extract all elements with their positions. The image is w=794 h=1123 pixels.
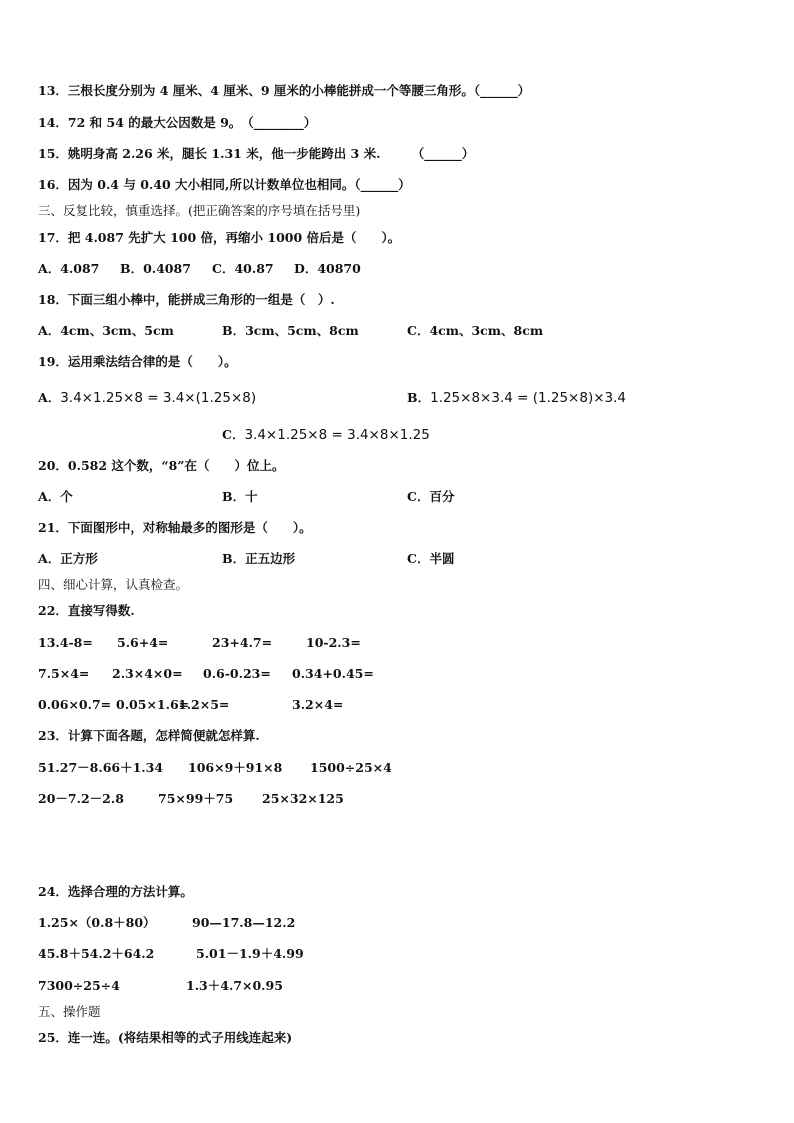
q19-option-c xyxy=(222,427,430,443)
q24-item: 1.3＋4.7×0.95 xyxy=(186,978,283,993)
q22-item: 1.2×5= xyxy=(178,697,230,712)
q22-item: 0.6-0.23= xyxy=(203,666,271,681)
q19-option-a xyxy=(38,390,256,406)
q19-option-b-expr: 1.25×8×3.4 = (1.25×8)×3.4 xyxy=(430,390,626,406)
q22-item: 10-2.3= xyxy=(306,635,361,650)
question-17: 17．把 4.087 先扩大 100 倍，再缩小 1000 倍后是（ ）。 xyxy=(38,230,401,245)
question-18: 18．下面三组小棒中，能拼成三角形的一组是（ ）. xyxy=(38,292,335,307)
q23-item: 75×99＋75 xyxy=(158,791,234,806)
q19-option-c-expr: 3.4×1.25×8 = 3.4×8×1.25 xyxy=(244,427,430,443)
q19-option-b xyxy=(407,390,626,406)
q17-option-c: C．40.87 xyxy=(212,261,274,276)
question-20: 20．0.582 这个数，“8”在（ ）位上。 xyxy=(38,458,285,473)
q23-item: 106×9＋91×8 xyxy=(188,760,283,775)
q21-option-b: B．正五边形 xyxy=(222,551,296,566)
question-23: 23．计算下面各题，怎样简便就怎样算. xyxy=(38,728,260,743)
section-5-heading: 五、操作题 xyxy=(38,1004,101,1019)
q23-item: 20－7.2－2.8 xyxy=(38,791,124,806)
q22-item: 0.34+0.45= xyxy=(292,666,374,681)
q19-option-b-label: B． xyxy=(407,390,431,405)
q19-option-a-label: A． xyxy=(38,390,61,405)
q17-option-d: D．40870 xyxy=(294,261,361,276)
question-19: 19．运用乘法结合律的是（ ）。 xyxy=(38,354,237,369)
q22-item: 7.5×4= xyxy=(38,666,90,681)
q17-option-a: A．4.087 xyxy=(38,261,100,276)
q24-item: 90—17.8—12.2 xyxy=(192,915,296,930)
q19-option-a-expr: 3.4×1.25×8 = 3.4×(1.25×8) xyxy=(60,390,257,406)
question-21: 21．下面图形中，对称轴最多的图形是（ ）。 xyxy=(38,520,312,535)
q23-item: 25×32×125 xyxy=(262,791,344,806)
q18-option-a: A．4cm、3cm、5cm xyxy=(38,323,174,338)
q24-item: 1.25×（0.8＋80） xyxy=(38,915,156,930)
q24-item: 7300÷25÷4 xyxy=(38,978,120,993)
q22-item: 13.4-8= xyxy=(38,635,93,650)
q22-item: 0.05×1.6= xyxy=(116,697,190,712)
section-3-heading: 三、反复比较，慎重选择。(把正确答案的序号填在括号里) xyxy=(38,203,361,218)
question-16: 16．因为 0.4 与 0.40 大小相同,所以计数单位也相同。（______） xyxy=(38,177,411,192)
q24-item: 45.8＋54.2＋64.2 xyxy=(38,946,155,961)
q23-item: 51.27－8.66＋1.34 xyxy=(38,760,164,775)
q18-option-c: C．4cm、3cm、8cm xyxy=(407,323,544,338)
section-4-heading: 四、细心计算，认真检查。 xyxy=(38,577,189,592)
q22-item: 3.2×4= xyxy=(292,697,344,712)
q21-option-c: C．半圆 xyxy=(407,551,455,566)
q20-option-a: A．个 xyxy=(38,489,73,504)
q20-option-b: B．十 xyxy=(222,489,258,504)
q24-item: 5.01－1.9＋4.99 xyxy=(196,946,304,961)
q22-item: 5.6+4= xyxy=(117,635,169,650)
q23-item: 1500÷25×4 xyxy=(310,760,392,775)
question-13: 13．三根长度分别为 4 厘米、4 厘米、9 厘米的小棒能拼成一个等腰三角形。（______） xyxy=(38,83,531,98)
q22-item: 2.3×4×0= xyxy=(112,666,183,681)
q21-option-a: A．正方形 xyxy=(38,551,98,566)
q18-option-b: B．3cm、5cm、8cm xyxy=(222,323,359,338)
q17-option-b: B．0.4087 xyxy=(120,261,191,276)
q22-item: 0.06×0.7= xyxy=(38,697,112,712)
question-14: 14．72 和 54 的最大公因数是 9。 （________） xyxy=(38,115,317,130)
question-22: 22．直接写得数. xyxy=(38,603,135,618)
q19-option-c-label: C． xyxy=(222,427,245,442)
q20-option-c: C．百分 xyxy=(407,489,455,504)
question-25: 25．连一连。(将结果相等的式子用线连起来) xyxy=(38,1030,293,1045)
question-15: 15．姚明身高 2.26 米，腿长 1.31 米，他一步能跨出 3 米. （______） xyxy=(38,146,475,161)
question-24: 24．选择合理的方法计算。 xyxy=(38,884,193,899)
q22-item: 23+4.7= xyxy=(212,635,273,650)
